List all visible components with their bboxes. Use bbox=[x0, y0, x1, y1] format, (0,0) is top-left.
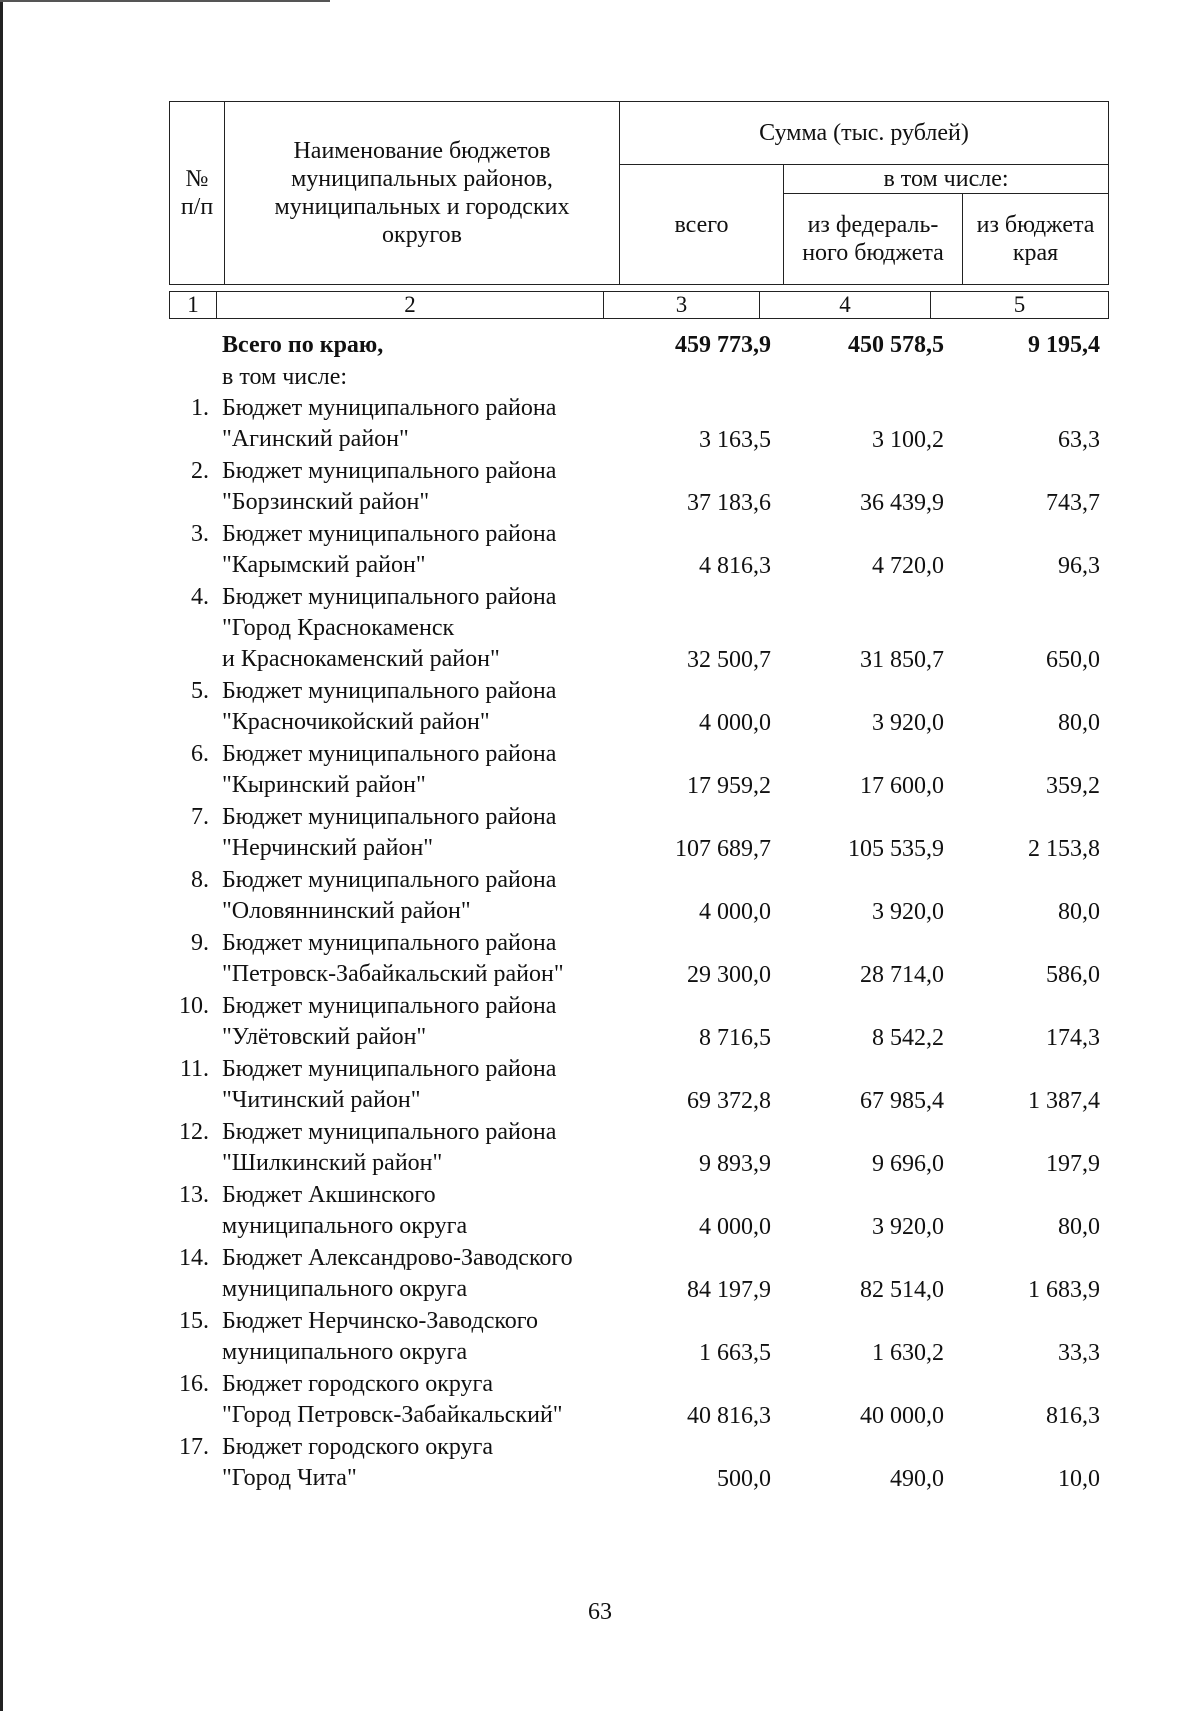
table-row bbox=[169, 1117, 1109, 1180]
column-number: 3 bbox=[604, 292, 760, 319]
page-edge-left bbox=[0, 0, 3, 1711]
row-regional: 10,0 bbox=[1058, 1466, 1100, 1492]
row-name: Бюджет муниципального района "Шилкинский район" bbox=[222, 1119, 557, 1176]
row-number: 10. bbox=[179, 993, 209, 1019]
row-name: Бюджет муниципального района "Оловяннинский район" bbox=[222, 867, 557, 924]
row-regional: 80,0 bbox=[1058, 899, 1100, 925]
row-regional: 816,3 bbox=[1046, 1403, 1100, 1429]
row-federal: 67 985,4 bbox=[860, 1088, 944, 1114]
row-name: Бюджет муниципального района "Улётовский район" bbox=[222, 993, 557, 1050]
header-federal-cell: из федераль- ного бюджета bbox=[784, 194, 963, 285]
including-row bbox=[169, 362, 1109, 393]
row-number: 15. bbox=[179, 1308, 209, 1334]
row-regional: 2 153,8 bbox=[1028, 836, 1100, 862]
row-federal: 8 542,2 bbox=[872, 1025, 944, 1051]
row-name: Бюджет муниципального района "Агинский район" bbox=[222, 395, 557, 452]
table-row bbox=[169, 1243, 1109, 1306]
row-federal: 3 920,0 bbox=[872, 899, 944, 925]
row-total: 4 816,3 bbox=[699, 553, 771, 579]
row-regional: 96,3 bbox=[1058, 553, 1100, 579]
row-federal: 17 600,0 bbox=[860, 773, 944, 799]
row-regional: 1 683,9 bbox=[1028, 1277, 1100, 1303]
total-label: Всего по краю, bbox=[222, 332, 384, 358]
column-number-row bbox=[169, 291, 1109, 319]
row-number: 9. bbox=[191, 930, 209, 956]
row-regional: 80,0 bbox=[1058, 1214, 1100, 1240]
row-federal: 36 439,9 bbox=[860, 490, 944, 516]
header-num-cell: № п/п bbox=[170, 102, 225, 285]
row-name: Бюджет городского округа "Город Чита" bbox=[222, 1434, 494, 1491]
table-row bbox=[169, 456, 1109, 519]
column-number: 1 bbox=[170, 292, 217, 319]
table-row bbox=[169, 928, 1109, 991]
table-row bbox=[169, 676, 1109, 739]
row-federal: 1 630,2 bbox=[872, 1340, 944, 1366]
row-total: 3 163,5 bbox=[699, 427, 771, 453]
row-total: 84 197,9 bbox=[687, 1277, 771, 1303]
table-row bbox=[169, 1180, 1109, 1243]
row-number: 4. bbox=[191, 584, 209, 610]
row-name: Бюджет муниципального района "Красночикойский район" bbox=[222, 678, 557, 735]
row-total: 69 372,8 bbox=[687, 1088, 771, 1114]
row-number: 8. bbox=[191, 867, 209, 893]
row-regional: 1 387,4 bbox=[1028, 1088, 1100, 1114]
total-row bbox=[169, 330, 1109, 362]
row-total: 4 000,0 bbox=[699, 899, 771, 925]
column-number: 2 bbox=[217, 292, 604, 319]
row-federal: 82 514,0 bbox=[860, 1277, 944, 1303]
rows-container bbox=[169, 393, 1109, 1495]
row-regional: 33,3 bbox=[1058, 1340, 1100, 1366]
row-regional: 174,3 bbox=[1046, 1025, 1100, 1051]
row-number: 2. bbox=[191, 458, 209, 484]
row-regional: 359,2 bbox=[1046, 773, 1100, 799]
row-number: 16. bbox=[179, 1371, 209, 1397]
row-total: 9 893,9 bbox=[699, 1151, 771, 1177]
header-including-cell: в том числе: bbox=[784, 165, 1109, 194]
total-federal: 450 578,5 bbox=[848, 332, 944, 358]
table-row bbox=[169, 582, 1109, 676]
row-regional: 743,7 bbox=[1046, 490, 1100, 516]
row-number: 14. bbox=[179, 1245, 209, 1271]
row-total: 4 000,0 bbox=[699, 1214, 771, 1240]
row-number: 1. bbox=[191, 395, 209, 421]
column-number: 5 bbox=[931, 292, 1109, 319]
row-federal: 3 920,0 bbox=[872, 1214, 944, 1240]
row-number: 7. bbox=[191, 804, 209, 830]
row-federal: 31 850,7 bbox=[860, 647, 944, 673]
row-number: 12. bbox=[179, 1119, 209, 1145]
row-total: 32 500,7 bbox=[687, 647, 771, 673]
row-regional: 586,0 bbox=[1046, 962, 1100, 988]
row-federal: 3 920,0 bbox=[872, 710, 944, 736]
table-row bbox=[169, 1306, 1109, 1369]
row-regional: 197,9 bbox=[1046, 1151, 1100, 1177]
table-row bbox=[169, 802, 1109, 865]
total-value: 459 773,9 bbox=[675, 332, 771, 358]
row-name: Бюджет Александрово-Заводского муниципального округа bbox=[222, 1245, 573, 1302]
row-total: 107 689,7 bbox=[675, 836, 771, 862]
column-number: 4 bbox=[760, 292, 931, 319]
table-body bbox=[169, 330, 1109, 1495]
row-federal: 9 696,0 bbox=[872, 1151, 944, 1177]
row-name: Бюджет Нерчинско-Заводского муниципального округа bbox=[222, 1308, 539, 1365]
row-total: 37 183,6 bbox=[687, 490, 771, 516]
row-federal: 28 714,0 bbox=[860, 962, 944, 988]
table-header bbox=[169, 101, 1109, 285]
row-total: 4 000,0 bbox=[699, 710, 771, 736]
table-row bbox=[169, 519, 1109, 582]
table-row bbox=[169, 1369, 1109, 1432]
row-federal: 3 100,2 bbox=[872, 427, 944, 453]
including-label: в том числе: bbox=[222, 364, 348, 390]
table-row bbox=[169, 991, 1109, 1054]
row-number: 6. bbox=[191, 741, 209, 767]
row-name: Бюджет городского округа "Город Петровск-Забайкальский" bbox=[222, 1371, 563, 1428]
row-number: 11. bbox=[179, 1056, 209, 1082]
row-name: Бюджет муниципального района "Нерчинский район" bbox=[222, 804, 557, 861]
row-total: 1 663,5 bbox=[699, 1340, 771, 1366]
row-name: Бюджет Акшинского муниципального округа bbox=[222, 1182, 468, 1239]
row-total: 40 816,3 bbox=[687, 1403, 771, 1429]
row-name: Бюджет муниципального района "Кыринский район" bbox=[222, 741, 557, 798]
table-row bbox=[169, 1432, 1109, 1495]
row-total: 500,0 bbox=[717, 1466, 771, 1492]
row-federal: 4 720,0 bbox=[872, 553, 944, 579]
header-total-cell: всего bbox=[620, 165, 784, 285]
table-row bbox=[169, 1054, 1109, 1117]
row-number: 5. bbox=[191, 678, 209, 704]
table-row bbox=[169, 393, 1109, 456]
row-regional: 63,3 bbox=[1058, 427, 1100, 453]
row-name: Бюджет муниципального района "Карымский район" bbox=[222, 521, 557, 578]
row-number: 3. bbox=[191, 521, 209, 547]
row-name: Бюджет муниципального района "Читинский район" bbox=[222, 1056, 557, 1113]
row-regional: 650,0 bbox=[1046, 647, 1100, 673]
table-row bbox=[169, 739, 1109, 802]
row-number: 17. bbox=[179, 1434, 209, 1460]
header-regional-cell: из бюджета края bbox=[963, 194, 1109, 285]
total-regional: 9 195,4 bbox=[1028, 332, 1100, 358]
row-federal: 105 535,9 bbox=[848, 836, 944, 862]
row-name: Бюджет муниципального района "Борзинский район" bbox=[222, 458, 557, 515]
row-federal: 40 000,0 bbox=[860, 1403, 944, 1429]
table-row bbox=[169, 865, 1109, 928]
page-number: 63 bbox=[588, 1599, 612, 1625]
row-name: Бюджет муниципального района "Город Краснокаменск и Краснокаменский район" bbox=[222, 584, 557, 672]
row-total: 8 716,5 bbox=[699, 1025, 771, 1051]
row-total: 17 959,2 bbox=[687, 773, 771, 799]
page-edge-top bbox=[0, 0, 330, 2]
row-total: 29 300,0 bbox=[687, 962, 771, 988]
row-regional: 80,0 bbox=[1058, 710, 1100, 736]
row-name: Бюджет муниципального района "Петровск-Забайкальский район" bbox=[222, 930, 564, 987]
header-name-cell: Наименование бюджетов муниципальных районов, муниципальных и городских округов bbox=[225, 102, 620, 285]
row-number: 13. bbox=[179, 1182, 209, 1208]
row-federal: 490,0 bbox=[890, 1466, 944, 1492]
header-sum-cell: Сумма (тыс. рублей) bbox=[620, 102, 1109, 165]
